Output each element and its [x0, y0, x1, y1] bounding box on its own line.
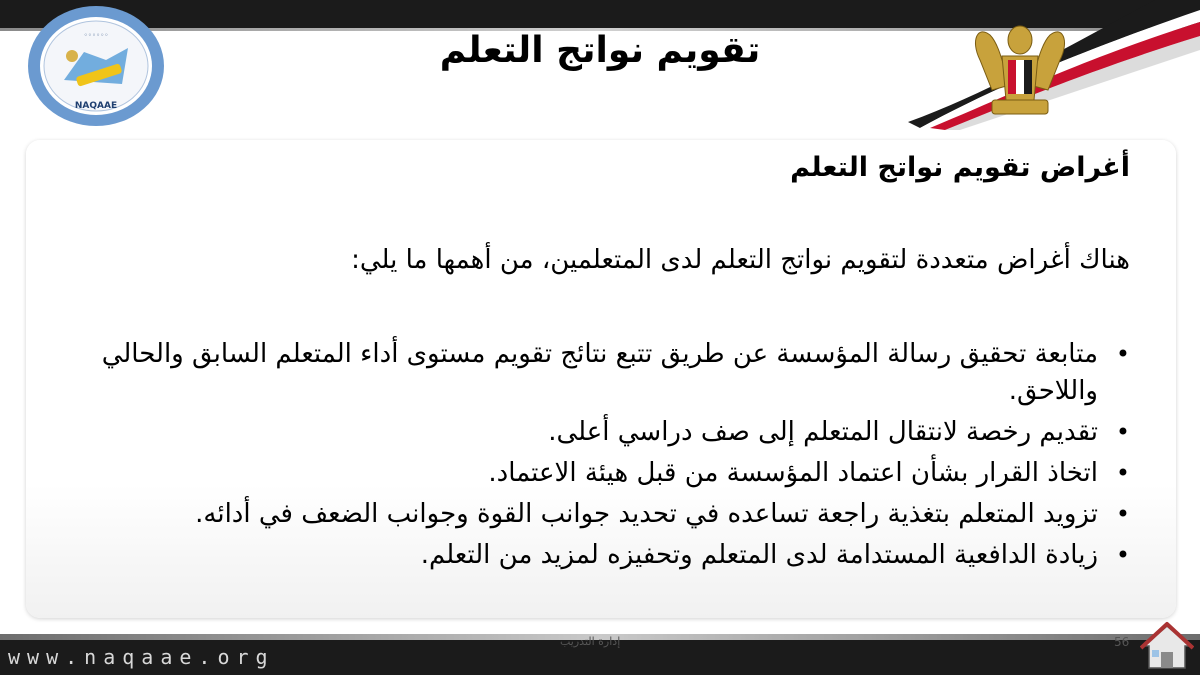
seal-acronym: NAQAAE: [74, 101, 118, 111]
list-item: • اتخاذ القرار بشأن اعتماد المؤسسة من قبل هيئة الاعتماد.: [98, 455, 1098, 492]
list-item: • متابعة تحقيق رسالة المؤسسة عن طريق تتبع نتائج تقويم مستوى أداء المتعلم السابق والحالي واللاحق.: [98, 336, 1098, 410]
list-item: • تقديم رخصة لانتقال المتعلم إلى صف دراسي أعلى.: [98, 414, 1098, 451]
naqaae-seal-icon: [24, 2, 168, 130]
purposes-list: [98, 336, 1130, 578]
home-icon[interactable]: [1140, 620, 1194, 672]
page-title: تقويم نواتج التعلم: [439, 30, 761, 71]
egypt-eagle-emblem-icon: [900, 0, 1200, 135]
svg-text:◦◦◦◦◦◦: ◦◦◦◦◦◦: [83, 30, 109, 38]
list-item: • زيادة الدافعية المستدامة لدى المتعلم وتحفيزه لمزيد من التعلم.: [98, 537, 1098, 574]
footer-label: إدارة التدريب: [560, 635, 621, 648]
page-number: 56: [1114, 635, 1130, 649]
list-item: • تزويد المتعلم بتغذية راجعة تساعده في تحديد جوانب القوة وجوانب الضعف في أدائه.: [98, 496, 1098, 533]
intro-text: هناك أغراض متعددة لتقويم نواتج التعلم لدى المتعلمين، من أهمها ما يلي:: [351, 245, 1130, 275]
section-heading: أغراض تقويم نواتج التعلم: [790, 152, 1130, 183]
footer-url[interactable]: www.naqaae.org: [8, 645, 275, 669]
